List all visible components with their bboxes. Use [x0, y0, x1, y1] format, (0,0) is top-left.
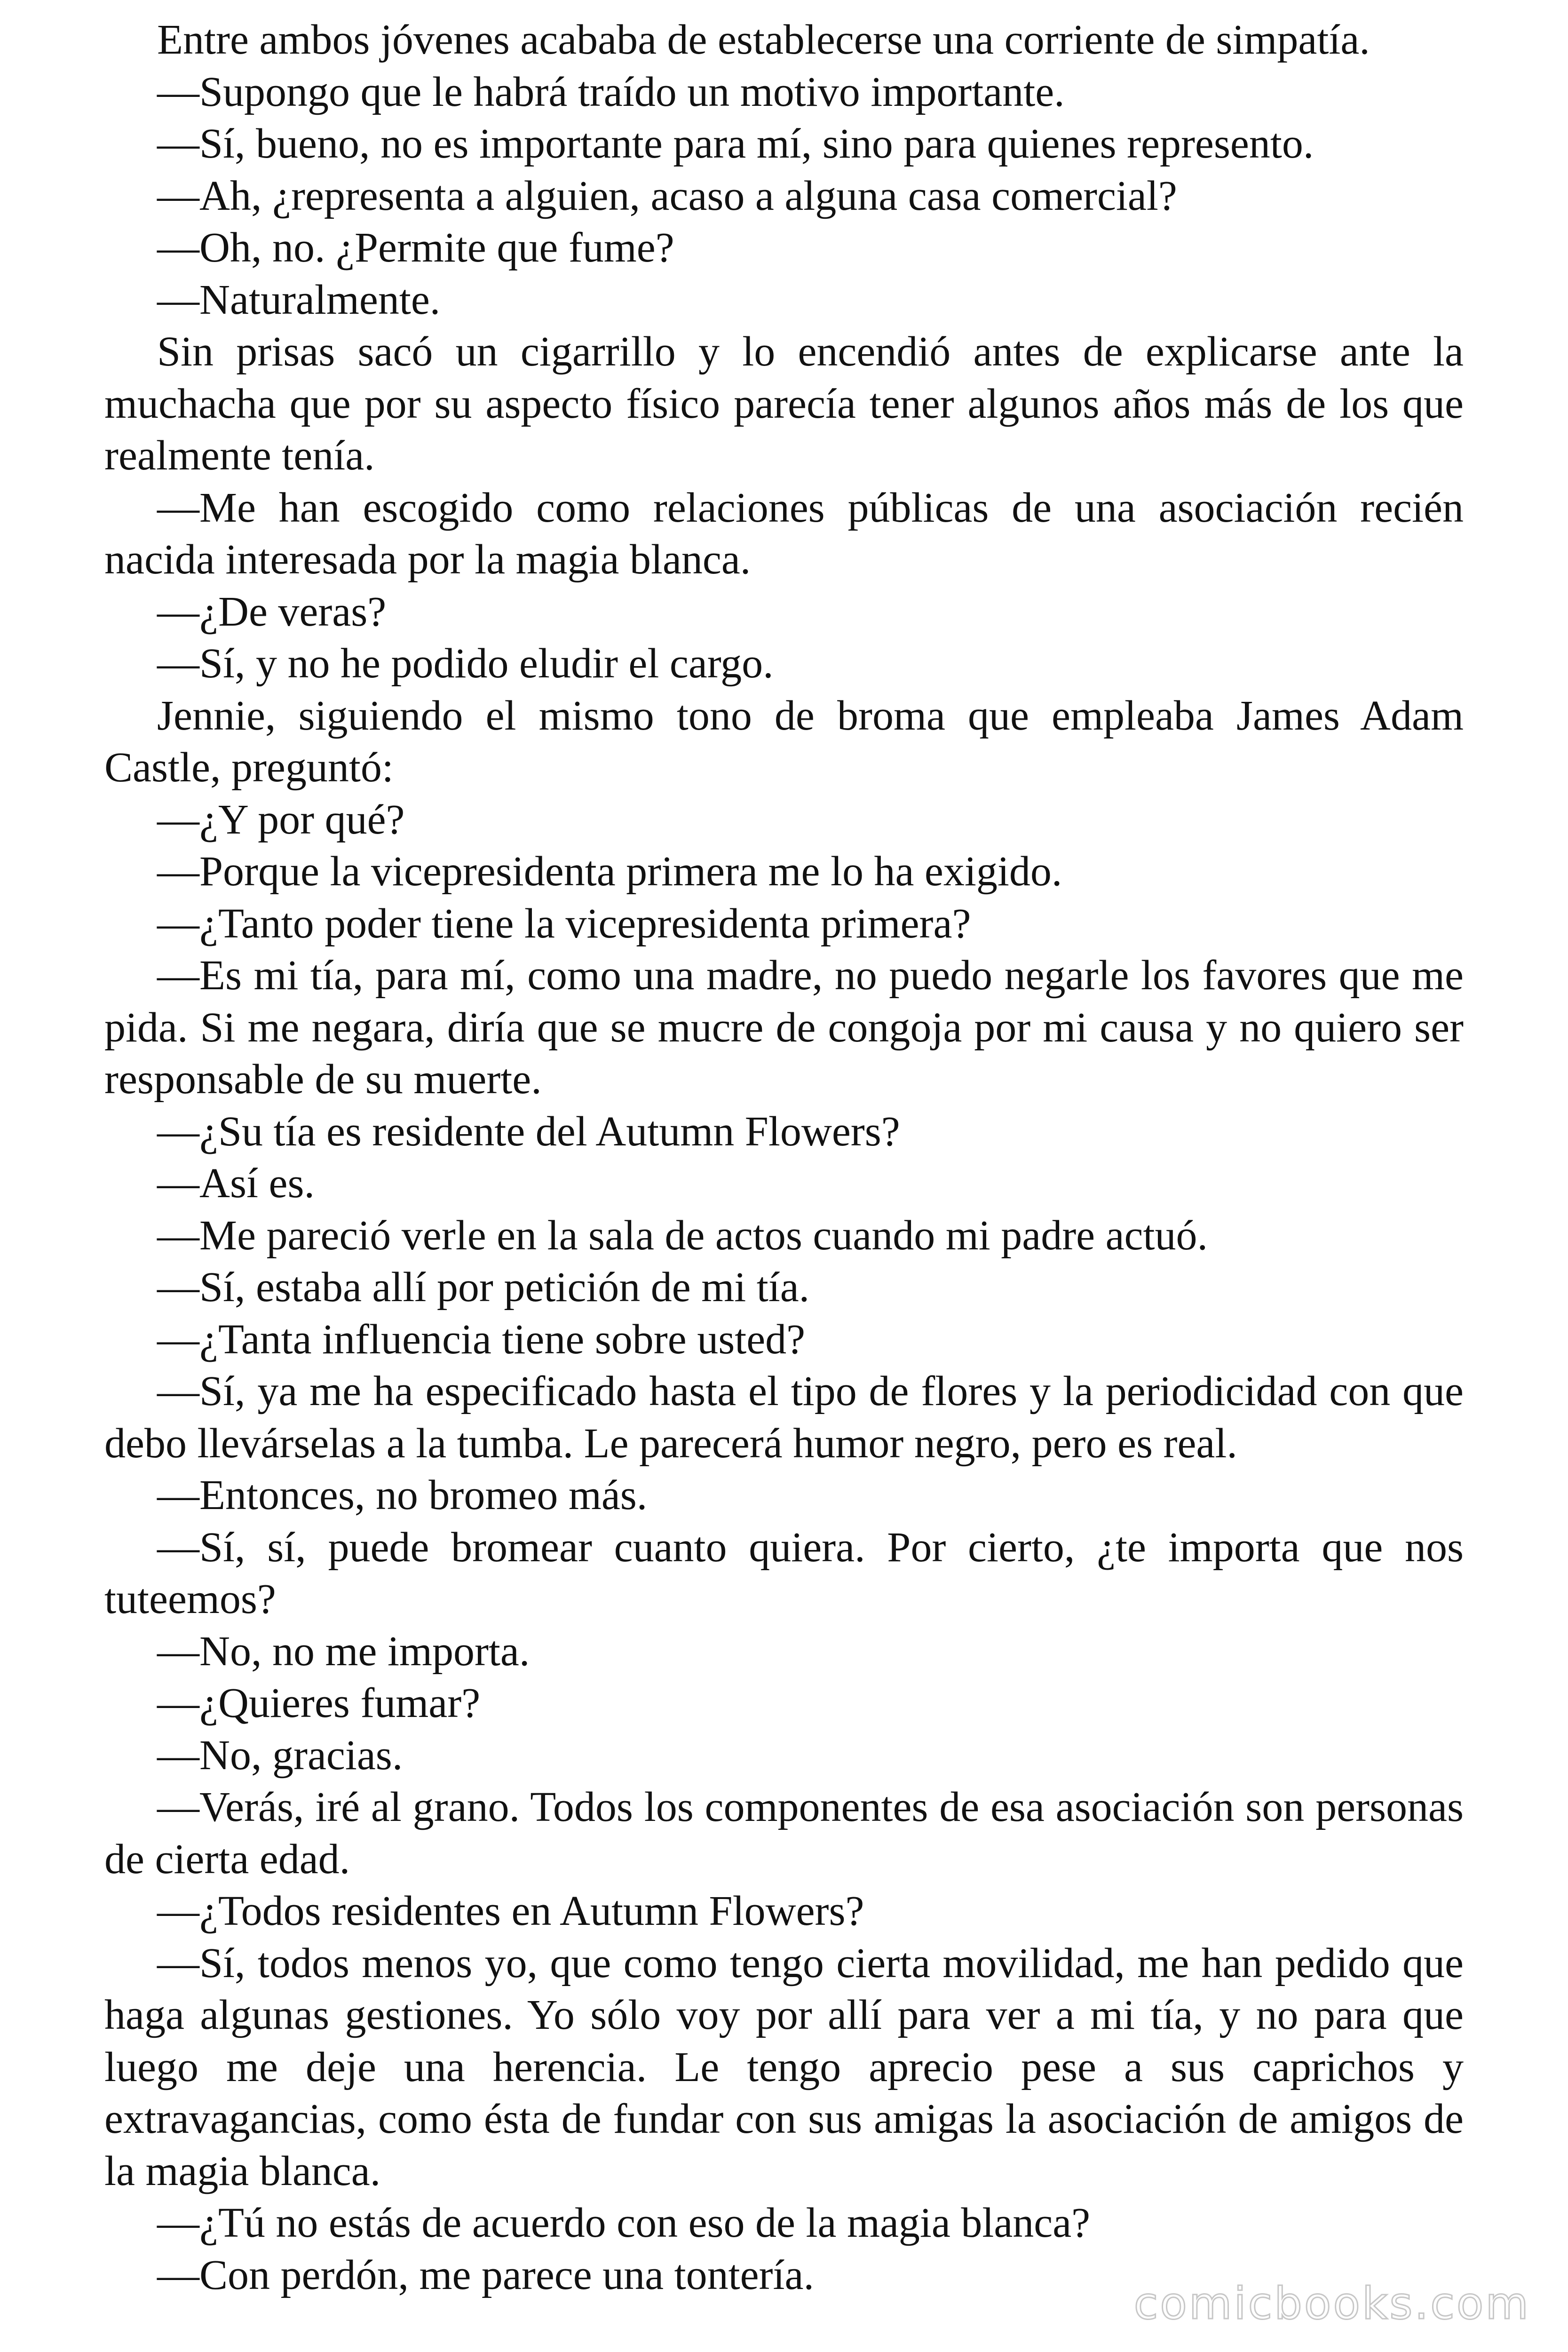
paragraph: —¿Tanta influencia tiene sobre usted? [157, 1316, 806, 1363]
paragraph: —Porque la vicepresidenta primera me lo ha exigido. [157, 848, 1062, 895]
paragraph: —No, no me importa. [157, 1628, 530, 1675]
paragraph: —Es mi tía, para mí, como una madre, no puedo negarle los favores que me pida. Si me negara, diría que se mucre de congoja por mi causa y no quiero ser responsable de su muerte. [104, 952, 1464, 1103]
paragraph: —¿Su tía es residente del Autumn Flowers? [157, 1108, 900, 1155]
paragraph: —Me pareció verle en la sala de actos cuando mi padre actuó. [157, 1212, 1208, 1259]
paragraph: —Ah, ¿representa a alguien, acaso a alguna casa comercial? [157, 172, 1177, 219]
paragraph: —Supongo que le habrá traído un motivo importante. [157, 68, 1065, 115]
watermark: comicbooks.com [1133, 2278, 1530, 2329]
paragraph: —No, gracias. [157, 1732, 403, 1779]
paragraph: —Sí, sí, puede bromear cuanto quiera. Por cierto, ¿te importa que nos tuteemos? [104, 1524, 1464, 1622]
paragraph: —Entonces, no bromeo más. [157, 1472, 648, 1518]
paragraph: —¿Y por qué? [157, 796, 405, 843]
paragraph: Entre ambos jóvenes acababa de establecerse una corriente de simpatía. [157, 16, 1370, 63]
paragraph: Jennie, siguiendo el mismo tono de broma que empleaba James Adam Castle, preguntó: [104, 692, 1464, 791]
paragraph: —¿Tanto poder tiene la vicepresidenta primera? [157, 900, 971, 947]
paragraph: —Verás, iré al grano. Todos los componentes de esa asociación son personas de cierta edad. [104, 1784, 1464, 1883]
paragraph: —Oh, no. ¿Permite que fume? [157, 224, 674, 271]
paragraph: —Con perdón, me parece una tontería. [157, 2251, 814, 2298]
paragraph: —¿De veras? [157, 588, 387, 635]
paragraph: —Sí, ya me ha especificado hasta el tipo de flores y la periodicidad con que debo llevárselas a la tumba. Le parecerá humor negro, pero es real. [104, 1368, 1464, 1467]
book-page-text [104, 14, 1464, 2310]
paragraph: —¿Todos residentes en Autumn Flowers? [157, 1888, 864, 1934]
paragraph: —Sí, bueno, no es importante para mí, sino para quienes represento. [157, 120, 1314, 167]
paragraph: —¿Tú no estás de acuerdo con eso de la magia blanca? [157, 2200, 1091, 2246]
paragraph: —Sí, todos menos yo, que como tengo cierta movilidad, me han pedido que haga algunas gestiones. Yo sólo voy por allí para ver a mi tía, y no para que luego me deje una herencia. Le tengo aprecio pese a sus caprichos y extravagancias, como ésta de fundar con sus amigas la asociación de amigos de la magia blanca. [104, 1939, 1464, 2194]
paragraph: —¿Quieres fumar? [157, 1680, 481, 1726]
paragraph: —Así es. [157, 1160, 315, 1207]
paragraph: Sin prisas sacó un cigarrillo y lo encendió antes de explicarse ante la muchacha que por su aspecto físico parecía tener algunos años más de los que realmente tenía. [104, 328, 1464, 479]
paragraph: —Me han escogido como relaciones públicas de una asociación recién nacida interesada por la magia blanca. [104, 484, 1464, 583]
paragraph: —Naturalmente. [157, 276, 441, 323]
paragraph: —Sí, estaba allí por petición de mi tía. [157, 1264, 810, 1311]
paragraph: —Sí, y no he podido eludir el cargo. [157, 640, 774, 687]
